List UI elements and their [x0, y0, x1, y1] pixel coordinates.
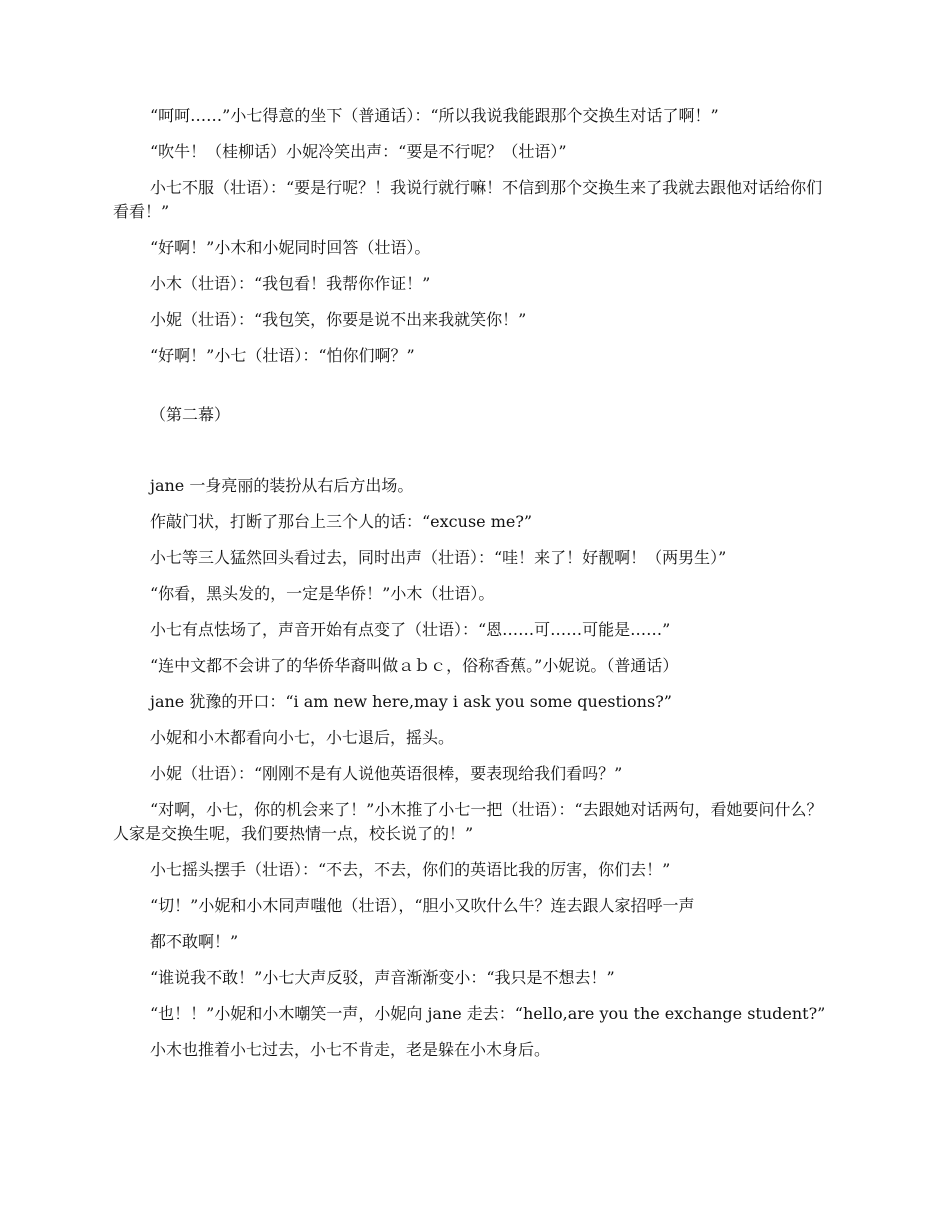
paragraph: “连中文都不会讲了的华侨华裔叫做ａｂｃ，俗称香蕉。”小妮说。（普通话）	[150, 656, 679, 675]
paragraph: jane 一身亮丽的装扮从右后方出场。	[150, 476, 414, 495]
paragraph: “切！”小妮和小木同声嗤他（壮语），“胆小又吹什么牛？连去跟人家招呼一声	[150, 896, 695, 915]
act-heading: （第二幕）	[150, 405, 231, 424]
paragraph: 小妮（壮语）：“我包笑，你要是说不出来我就笑你！”	[150, 310, 527, 329]
paragraph: “也！！”小妮和小木嘲笑一声，小妮向 jane 走去：“hello,are you the exchange student?”	[150, 1004, 826, 1023]
paragraph: 小妮和小木都看向小七，小七退后，摇头。	[150, 728, 455, 747]
paragraph: 小七不服（壮语）：“要是行呢？！我说行就行嘛！不信到那个交换生来了我就去跟他对话给你们看看！”	[113, 178, 823, 221]
paragraph: “对啊，小七，你的机会来了！”小木推了小七一把（壮语）：“去跟她对话两句，看她要问什么？人家是交换生呢，我们要热情一点，校长说了的！”	[113, 800, 823, 843]
paragraph: 作敲门状，打断了那台上三个人的话：“excuse me?”	[150, 512, 533, 531]
paragraph: 都不敢啊！”	[150, 932, 239, 951]
paragraph: jane 犹豫的开口：“i am new here,may i ask you some questions?”	[150, 692, 672, 711]
paragraph: 小七有点怯场了，声音开始有点变了（壮语）：“恩……可……可能是……”	[150, 620, 671, 639]
paragraph: “好啊！”小木和小妮同时回答（壮语）。	[150, 238, 431, 257]
paragraph: 小七摇头摆手（壮语）：“不去，不去，你们的英语比我的厉害，你们去！”	[150, 860, 671, 879]
paragraph: 小木也推着小七过去，小七不肯走，老是躲在小木身后。	[150, 1040, 551, 1059]
paragraph: “谁说我不敢！”小七大声反驳，声音渐渐变小：“我只是不想去！”	[150, 968, 615, 987]
paragraph: 小七等三人猛然回头看过去，同时出声（壮语）：“哇！来了！好靓啊！（两男生）”	[150, 548, 727, 567]
paragraph: 小木（壮语）：“我包看！我帮你作证！”	[150, 274, 431, 293]
paragraph: 小妮（壮语）：“刚刚不是有人说他英语很棒，要表现给我们看吗？”	[150, 764, 623, 783]
script-text-body	[113, 104, 835, 1074]
paragraph: “吹牛！（桂柳话）小妮冷笑出声：“要是不行呢？（壮语）”	[150, 142, 567, 161]
paragraph: “呵呵……”小七得意的坐下（普通话）：“所以我说我能跟那个交换生对话了啊！”	[150, 106, 719, 125]
paragraph: “好啊！”小七（壮语）：“怕你们啊？”	[150, 346, 415, 365]
paragraph: “你看，黑头发的，一定是华侨！”小木（壮语）。	[150, 584, 495, 603]
